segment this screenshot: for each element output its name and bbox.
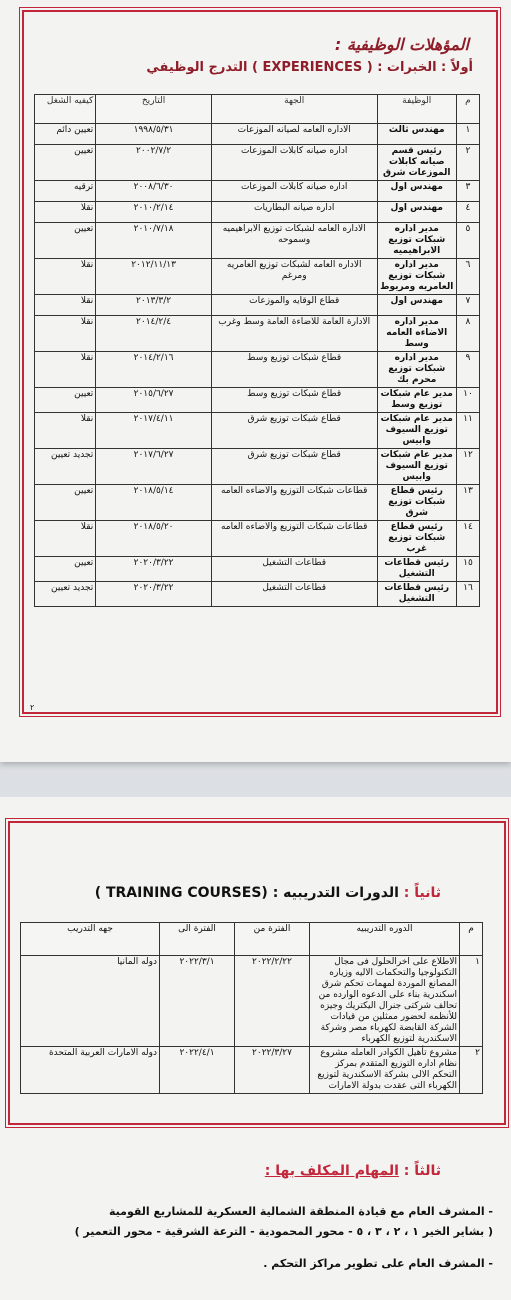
row-number: ٨ [456,316,479,352]
table-row [35,124,480,145]
appointment-type: نقلا [35,295,96,316]
date: ٢٠١٧/٤/١١ [96,413,212,449]
table-row [35,582,480,607]
department: قطاع شبكات توزيع شرق [211,413,377,449]
job-title: رئيس قطاع شبكات توزيع غرب [377,521,456,557]
department: الاداره العامه لصيانه الموزعات [211,124,377,145]
row-number: ١ [456,124,479,145]
job-title: رئيس قطاع شبكات توزيع شرق [377,485,456,521]
appointment-type: تجديد تعيين [35,582,96,607]
table-row [35,181,480,202]
appointment-type: تعيين [35,145,96,181]
table-row [35,485,480,521]
appointment-type: نقلا [35,202,96,223]
row-number: ١٦ [456,582,479,607]
job-title: رئيس قسم صيانه كابلات الموزعات شرق [377,145,456,181]
job-title: رئيس قطاعات التشغيل [377,557,456,582]
col-header: الدوره التدريبيه [310,923,460,956]
table-row [35,259,480,295]
date-from: ٢٠٢٢/٢/٢٢ [235,956,310,1047]
job-title: مهندس اول [377,202,456,223]
job-title: مدير اداره شبكات توزيع الابراهيميه [377,223,456,259]
row-number: ٧ [456,295,479,316]
col-header: التاريخ [96,95,212,124]
col-header: الوظيفة [377,95,456,124]
page-heading: المؤهلات الوظيفية : [334,35,469,54]
job-title: مهندس ثالث [377,124,456,145]
training-location: دوله المانيا [21,956,160,1047]
col-header: الفترة من [235,923,310,956]
appointment-type: تعيين [35,388,96,413]
table-row [35,557,480,582]
department: اداره صيانه البطاريات [211,202,377,223]
date: ١٩٩٨/٥/٣١ [96,124,212,145]
row-number: ٤ [456,202,479,223]
col-header: الفترة الى [160,923,235,956]
department: الادارة العامة للاضاءة العامة وسط وغرب [211,316,377,352]
department: الاداره العامه لشبكات توزيع العامريه ومرغم [211,259,377,295]
table-row [35,449,480,485]
row-number: ١١ [456,413,479,449]
page-two [0,797,511,1300]
table-row [35,521,480,557]
date: ٢٠١٣/٣/٢ [96,295,212,316]
row-number: ١٥ [456,557,479,582]
task-line: ( بشاير الخير ١ ، ٢ ، ٣ ، ٥ - محور المحمودية - الترعة الشرقية - محور التعمير ) [74,1225,493,1238]
department: الاداره العامه لشبكات توزيع الابراهيميه وسموحه [211,223,377,259]
date: ٢٠١٥/٦/٢٧ [96,388,212,413]
row-number: ١٠ [456,388,479,413]
appointment-type: نقلا [35,413,96,449]
job-title: رئيس قطاعات التشغيل [377,582,456,607]
department: قطاع الوقايه والموزعات [211,295,377,316]
department: اداره صيانه كابلات الموزعات [211,145,377,181]
row-number: ١٣ [456,485,479,521]
date: ٢٠٢٠/٣/٢٢ [96,557,212,582]
experiences-heading-en: ( EXPERIENCES ) [252,60,373,75]
table-row [35,413,480,449]
department: قطاعات التشغيل [211,557,377,582]
date: ٢٠٢٠/٣/٢٢ [96,582,212,607]
department: قطاعات شبكات التوزيع والاضاءه العامه [211,485,377,521]
col-header: جهه التدريب [21,923,160,956]
table-row [21,956,483,1047]
table-row [35,295,480,316]
department: قطاع شبكات توزيع وسط [211,388,377,413]
row-number: ١ [460,956,483,1047]
training-table [20,922,483,1094]
department: قطاع شبكات توزيع شرق [211,449,377,485]
training-heading-ar: الدورات التدريبيه : [272,885,399,901]
col-header: م [460,923,483,956]
department: قطاعات شبكات التوزيع والاضاءه العامه [211,521,377,557]
row-number: ٥ [456,223,479,259]
job-title: مهندس اول [377,181,456,202]
job-title: مدير اداره شبكات توزيع محرم بك [377,352,456,388]
date-to: ٢٠٢٢/٤/١ [160,1047,235,1094]
row-number: ٩ [456,352,479,388]
row-number: ٢ [456,145,479,181]
col-header: م [456,95,479,124]
table-header-row [35,95,480,124]
task-line: - المشرف العام مع قيادة المنطقة الشمالية العسكرية للمشاريع القومية [109,1205,493,1218]
tasks-heading [265,1163,441,1179]
appointment-type: نقلا [35,352,96,388]
row-number: ٣ [456,181,479,202]
appointment-type: تعيين [35,557,96,582]
training-location: دوله الامارات العربية المتحدة [21,1047,160,1094]
section-number: ثانياً : [403,885,441,901]
task-line: - المشرف العام على تطوير مراكز التحكم . [263,1257,493,1270]
appointment-type: تعيين [35,485,96,521]
date: ٢٠١٧/٦/٢٧ [96,449,212,485]
date: ٢٠١٠/٧/١٨ [96,223,212,259]
appointment-type: نقلا [35,316,96,352]
date: ٢٠١٤/٢/٤ [96,316,212,352]
table-row [35,223,480,259]
tasks-title: المهام المكلف بها : [264,1163,399,1179]
table-row [35,388,480,413]
appointment-type: ترقيه [35,181,96,202]
training-heading [95,885,441,901]
appointment-type: تجديد تعيين [35,449,96,485]
page-number: ٢ [30,703,35,712]
date: ٢٠١٠/٢/١٤ [96,202,212,223]
department: اداره صيانه كابلات الموزعات [211,181,377,202]
training-table-body [21,956,483,1094]
date: ٢٠١٢/١١/١٣ [96,259,212,295]
department: قطاعات التشغيل [211,582,377,607]
date: ٢٠١٨/٥/١٤ [96,485,212,521]
course-name: مشروع تأهيل الكوادر العامله مشروع نظام اداره التوزيع المتقدم بمركز التحكم الالى بشركة الاسكندرية لتوزيع الكهرباء التى عقدت بدولة الامارات [310,1047,460,1094]
date-from: ٢٠٢٢/٣/٢٧ [235,1047,310,1094]
appointment-type: نقلا [35,259,96,295]
table-row [35,352,480,388]
date: ٢٠١٤/٢/١٦ [96,352,212,388]
experiences-table [34,94,480,607]
table-header-row [21,923,483,956]
course-name: الاطلاع على اخرالحلول فى مجال التكنولوجيا والتحكمات الاليه وزياره المصانع الموردة لمهمات تحكم شرق اسكندرية بناء على الدعوه الوارده من تحالف شركتى جنرال اليكتريك وجيزه للأنظمه لحضور ممثلين من قيادات الشركة القابضة لكهرباء مصر وشركة الاسكندرية لتوزيع الكهرباء [310,956,460,1047]
job-title: مدير عام شبكات توزيع وسط [377,388,456,413]
col-header: الجهة [211,95,377,124]
row-number: ٦ [456,259,479,295]
section-number: ثالثاً : [403,1163,441,1179]
row-number: ١٤ [456,521,479,557]
col-header: كيفيه الشغل [35,95,96,124]
experiences-heading-ar: أولاً : الخبرات : [377,60,473,75]
experiences-heading [146,60,473,75]
table-row [35,316,480,352]
appointment-type: تعيين [35,223,96,259]
table-row [35,202,480,223]
experiences-table-body [35,124,480,607]
date: ٢٠٠٨/٦/٣٠ [96,181,212,202]
job-title: مدير اداره شبكات توزيع العامريه ومريوط [377,259,456,295]
date: ٢٠٠٢/٧/٢ [96,145,212,181]
training-heading-en: ( TRAINING COURSES) [94,885,268,901]
department: قطاع شبكات توزيع وسط [211,352,377,388]
date-to: ٢٠٢٢/٣/١ [160,956,235,1047]
job-title: مدير عام شبكات توزيع السيوف وابيس [377,413,456,449]
job-title: مدير عام شبكات توزيع السيوف وابيس [377,449,456,485]
date: ٢٠١٨/٥/٢٠ [96,521,212,557]
appointment-type: نقلا [35,521,96,557]
table-row [21,1047,483,1094]
table-row [35,145,480,181]
row-number: ١٢ [456,449,479,485]
appointment-type: تعيين دائم [35,124,96,145]
job-title: مدير اداره الاضاءه العامه وسط [377,316,456,352]
career-ladder-label: التدرج الوظيفي [146,60,248,75]
row-number: ٢ [460,1047,483,1094]
job-title: مهندس اول [377,295,456,316]
